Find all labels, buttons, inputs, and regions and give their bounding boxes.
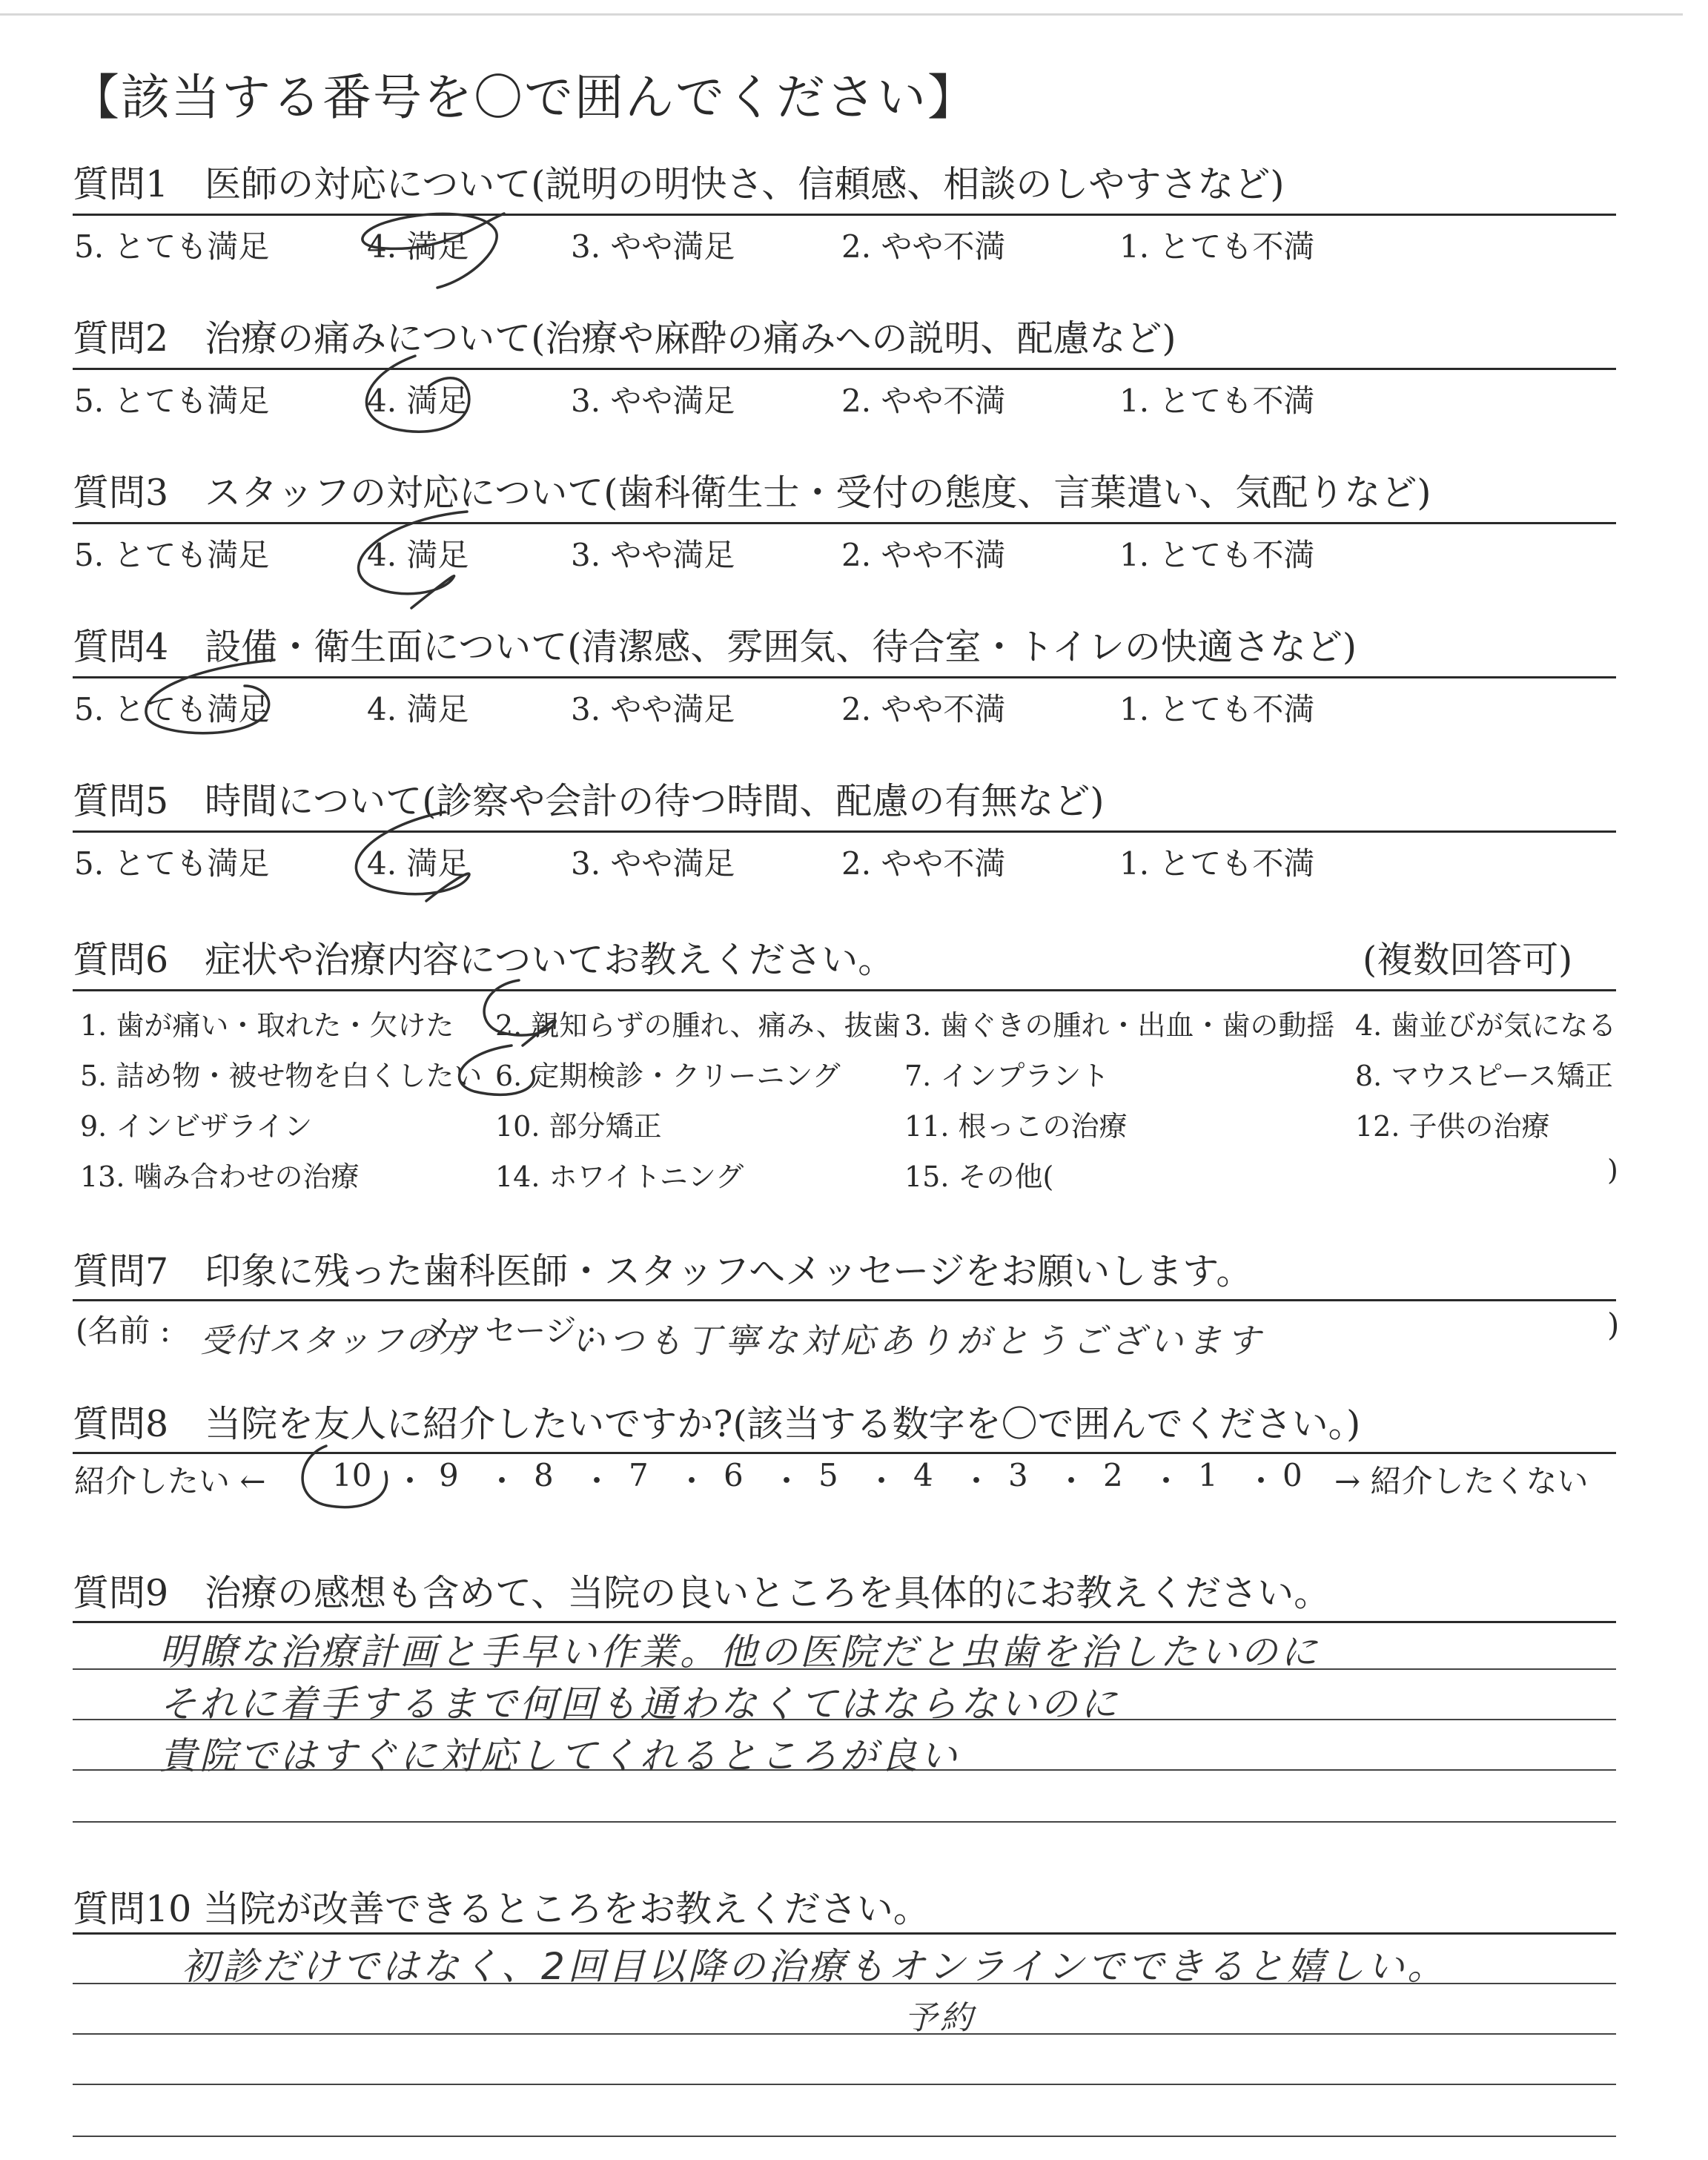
- q3-option-1[interactable]: 1. とても不満: [1119, 537, 1315, 573]
- q2-option-4[interactable]: 4. 満足: [367, 383, 469, 419]
- question-7: 質問7 印象に残った歯科医師・スタッフへメッセージをお願いします。: [73, 1250, 1253, 1292]
- q8-num-5[interactable]: 5: [818, 1457, 838, 1493]
- q6-option-8[interactable]: 8. マウスピース矯正: [1355, 1060, 1613, 1092]
- q8-dot: ・: [961, 1463, 993, 1499]
- q8-left-label: 紹介したい ←: [74, 1463, 266, 1499]
- q6-option-5[interactable]: 5. 詰め物・被せ物を白くしたい: [80, 1060, 483, 1092]
- q5-option-2[interactable]: 2. やや不満: [841, 845, 1006, 882]
- question-10: 質問10 当院が改善できるところをお教えください。: [73, 1888, 930, 1930]
- q8-num-2[interactable]: 2: [1103, 1457, 1123, 1493]
- q5-option-1[interactable]: 1. とても不満: [1119, 845, 1315, 882]
- q6-other-close-paren: ): [1607, 1154, 1618, 1186]
- q8-num-4[interactable]: 4: [913, 1457, 933, 1493]
- question-3-rule: [73, 522, 1616, 524]
- q3-option-2[interactable]: 2. やや不満: [841, 537, 1006, 573]
- q5-option-4[interactable]: 4. 満足: [367, 845, 469, 882]
- q8-dot: ・: [866, 1463, 898, 1499]
- q7-message-value[interactable]: いつも丁寧な対応ありがとうございます: [571, 1321, 1265, 1361]
- q10-answer-line: [73, 2136, 1616, 2137]
- question-8-rule: [73, 1452, 1616, 1454]
- q1-option-1[interactable]: 1. とても不満: [1119, 228, 1315, 265]
- q8-dot: ・: [771, 1463, 803, 1499]
- q6-option-7[interactable]: 7. インプラント: [904, 1060, 1110, 1092]
- q6-option-9[interactable]: 9. インビザライン: [80, 1110, 313, 1143]
- q4-option-4[interactable]: 4. 満足: [367, 691, 469, 727]
- q9-answer-line-1[interactable]: 明瞭な治療計画と手早い作業。他の医院だと虫歯を治したいのに: [159, 1631, 1320, 1674]
- q8-dot: ・: [1056, 1463, 1088, 1499]
- q6-option-4[interactable]: 4. 歯並びが気になる: [1355, 1009, 1617, 1042]
- question-4: 質問4 設備・衛生面について(清潔感、雰囲気、待合室・トイレの快適さなど): [73, 626, 1357, 668]
- q1-option-5[interactable]: 5. とても満足: [74, 228, 270, 265]
- q1-option-3[interactable]: 3. やや満足: [571, 228, 735, 265]
- q8-num-0[interactable]: 0: [1282, 1457, 1302, 1493]
- q6-option-6[interactable]: 6. 定期検診・クリーニング: [495, 1060, 841, 1092]
- page-top-border: [0, 13, 1683, 16]
- q7-message-label: メッセージ :: [423, 1312, 597, 1349]
- q9-answer-line-2[interactable]: それに着手するまで何回も通わなくてはならないのに: [159, 1682, 1120, 1725]
- q2-option-2[interactable]: 2. やや不満: [841, 383, 1006, 419]
- q7-name-value[interactable]: 受付スタッフの方: [200, 1322, 473, 1360]
- q8-num-3[interactable]: 3: [1008, 1457, 1028, 1493]
- q8-dot: ・: [1151, 1463, 1182, 1499]
- q8-num-1[interactable]: 1: [1198, 1457, 1218, 1493]
- q6-option-3[interactable]: 3. 歯ぐきの腫れ・出血・歯の動揺: [904, 1009, 1335, 1042]
- question-6-rule: [73, 989, 1616, 991]
- question-2-rule: [73, 368, 1616, 370]
- q9-answer-line: [73, 1821, 1616, 1823]
- question-10-rule: [73, 1932, 1616, 1935]
- q8-dot: ・: [486, 1463, 518, 1499]
- q9-answer-line-3[interactable]: 貴院ではすぐに対応してくれるところが良い: [159, 1734, 960, 1777]
- question-2: 質問2 治療の痛みについて(治療や麻酔の痛みへの説明、配慮など): [73, 317, 1176, 360]
- q3-option-3[interactable]: 3. やや満足: [571, 537, 735, 573]
- q10-answer-line-1[interactable]: 初診だけではなく、2回目以降の治療もオンラインでできると嬉しい。: [182, 1945, 1448, 1988]
- q10-answer-line: [73, 2033, 1616, 2035]
- q5-option-5[interactable]: 5. とても満足: [74, 845, 270, 882]
- q6-option-11[interactable]: 11. 根っこの治療: [904, 1110, 1128, 1143]
- q6-option-15[interactable]: 15. その他(: [904, 1160, 1054, 1193]
- q8-num-6[interactable]: 6: [724, 1457, 744, 1493]
- q8-dot: ・: [676, 1463, 708, 1499]
- q8-dot: ・: [394, 1463, 426, 1499]
- question-8: 質問8 当院を友人に紹介したいですか?(該当する数字を〇で囲んでください。): [73, 1403, 1361, 1445]
- q10-answer-line: [73, 2084, 1616, 2085]
- q4-option-3[interactable]: 3. やや満足: [571, 691, 735, 727]
- q6-option-1[interactable]: 1. 歯が痛い・取れた・欠けた: [80, 1009, 454, 1042]
- q1-option-4[interactable]: 4. 満足: [367, 228, 469, 265]
- question-6: 質問6 症状や治療内容についてお教えください。: [73, 939, 895, 981]
- question-3: 質問3 スタッフの対応について(歯科衛生士・受付の態度、言葉遣い、気配りなど): [73, 472, 1431, 514]
- q7-name-label: (名前 :: [76, 1312, 171, 1349]
- q6-option-2[interactable]: 2. 親知らずの腫れ、痛み、抜歯: [495, 1009, 901, 1042]
- question-9: 質問9 治療の感想も含めて、当院の良いところを具体的にお教えください。: [73, 1572, 1331, 1614]
- q5-option-3[interactable]: 3. やや満足: [571, 845, 735, 882]
- q6-option-13[interactable]: 13. 噛み合わせの治療: [80, 1160, 360, 1193]
- q8-num-8[interactable]: 8: [534, 1457, 554, 1493]
- q8-dot: ・: [1245, 1463, 1277, 1499]
- question-5-rule: [73, 830, 1616, 833]
- q4-option-2[interactable]: 2. やや不満: [841, 691, 1006, 727]
- question-6-note: (複数回答可): [1363, 939, 1573, 981]
- q8-num-10[interactable]: 10: [332, 1457, 372, 1493]
- q8-num-9[interactable]: 9: [439, 1457, 459, 1493]
- q6-option-12[interactable]: 12. 子供の治療: [1355, 1110, 1550, 1143]
- q3-option-5[interactable]: 5. とても満足: [74, 537, 270, 573]
- q6-option-14[interactable]: 14. ホワイトニング: [495, 1160, 744, 1193]
- q4-option-5[interactable]: 5. とても満足: [74, 691, 270, 727]
- question-1: 質問1 医師の対応について(説明の明快さ、信頼感、相談のしやすさなど): [73, 163, 1285, 205]
- question-5: 質問5 時間について(診察や会計の待つ時間、配慮の有無など): [73, 780, 1105, 822]
- q8-right-label: → 紹介したくない: [1334, 1463, 1589, 1499]
- q8-dot: ・: [581, 1463, 613, 1499]
- question-1-rule: [73, 214, 1616, 216]
- q4-option-1[interactable]: 1. とても不満: [1119, 691, 1315, 727]
- q2-option-3[interactable]: 3. やや満足: [571, 383, 735, 419]
- q8-num-7[interactable]: 7: [629, 1457, 649, 1493]
- q7-close-paren: ): [1607, 1307, 1620, 1343]
- q3-option-4[interactable]: 4. 満足: [367, 537, 469, 573]
- q2-option-1[interactable]: 1. とても不満: [1119, 383, 1315, 419]
- question-7-rule: [73, 1299, 1616, 1301]
- q6-option-10[interactable]: 10. 部分矯正: [495, 1110, 662, 1143]
- form-title: 【該当する番号を〇で囲んでください】: [70, 69, 978, 126]
- q2-option-5[interactable]: 5. とても満足: [74, 383, 270, 419]
- question-4-rule: [73, 676, 1616, 678]
- q1-option-2[interactable]: 2. やや不満: [841, 228, 1006, 265]
- q10-answer-insert[interactable]: 予約: [904, 1999, 976, 2037]
